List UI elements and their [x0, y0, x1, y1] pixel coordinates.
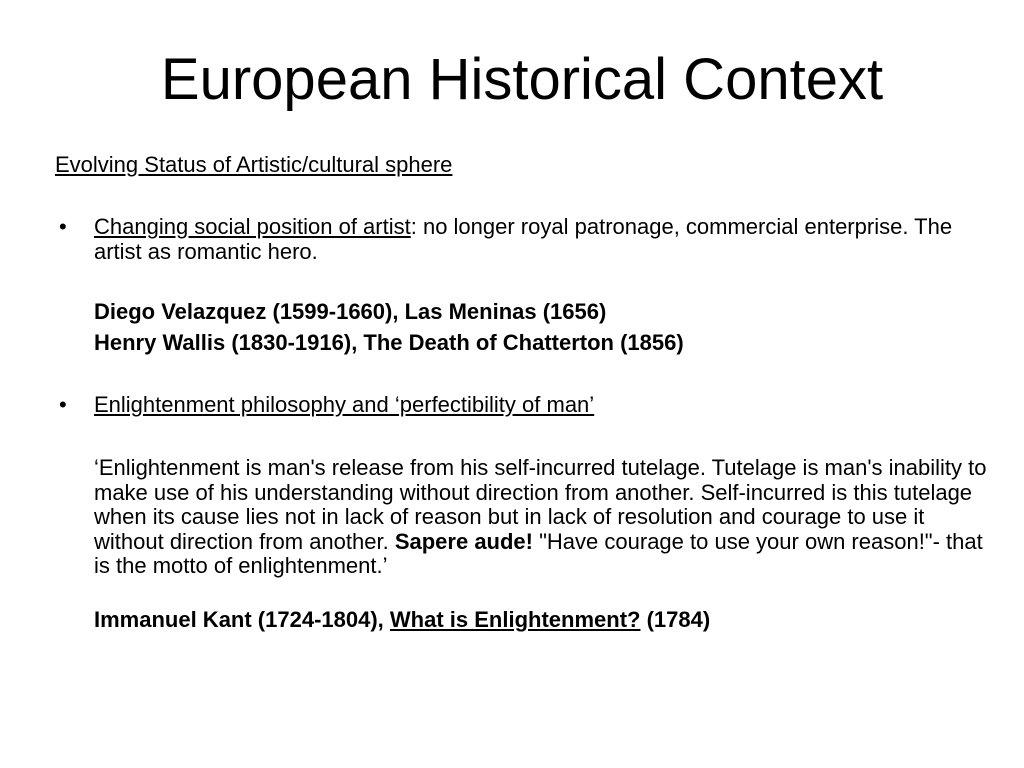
kant-quote [94, 456, 994, 579]
attribution-work: What is Enlightenment? [389, 607, 641, 632]
bullet-marker: • [59, 214, 67, 239]
attribution-author: Immanuel Kant (1724-1804), [94, 607, 390, 632]
reference-velazquez: Diego Velazquez (1599-1660), Las Meninas (1656) [94, 299, 607, 324]
reference-wallis: Henry Wallis (1830-1916), The Death of Chatterton (1856) [94, 330, 684, 355]
attribution-year: (1784) [640, 607, 711, 632]
section-heading: Evolving Status of Artistic/cultural sphere [55, 152, 453, 177]
bullet-item-artist-position [94, 215, 994, 264]
slide-title: European Historical Context [160, 47, 884, 112]
quote-emphasis: Sapere aude! [394, 528, 533, 554]
quote-text-end: "Have courage to use your own reason!"- that is the motto of enlightenment.’ [94, 528, 983, 578]
bullet-heading-enlightenment: Enlightenment philosophy and ‘perfectibility of man’ [94, 392, 595, 417]
quote-text: ‘Enlightenment is man's release from his self-incurred tutelage. Tutelage is man's inability to make use of his understanding without direction from another. Self-incurred is this tutelage when its cause lies not in lack of reason but in lack of resolution and courage to use it without direction from another. [94, 455, 987, 554]
quote-attribution [94, 608, 710, 632]
bullet-marker: • [59, 392, 67, 417]
bullet-body: : no longer royal patronage, commercial enterprise. The artist as romantic hero. [94, 214, 953, 264]
bullet-heading: Changing social position of artist [94, 214, 411, 239]
